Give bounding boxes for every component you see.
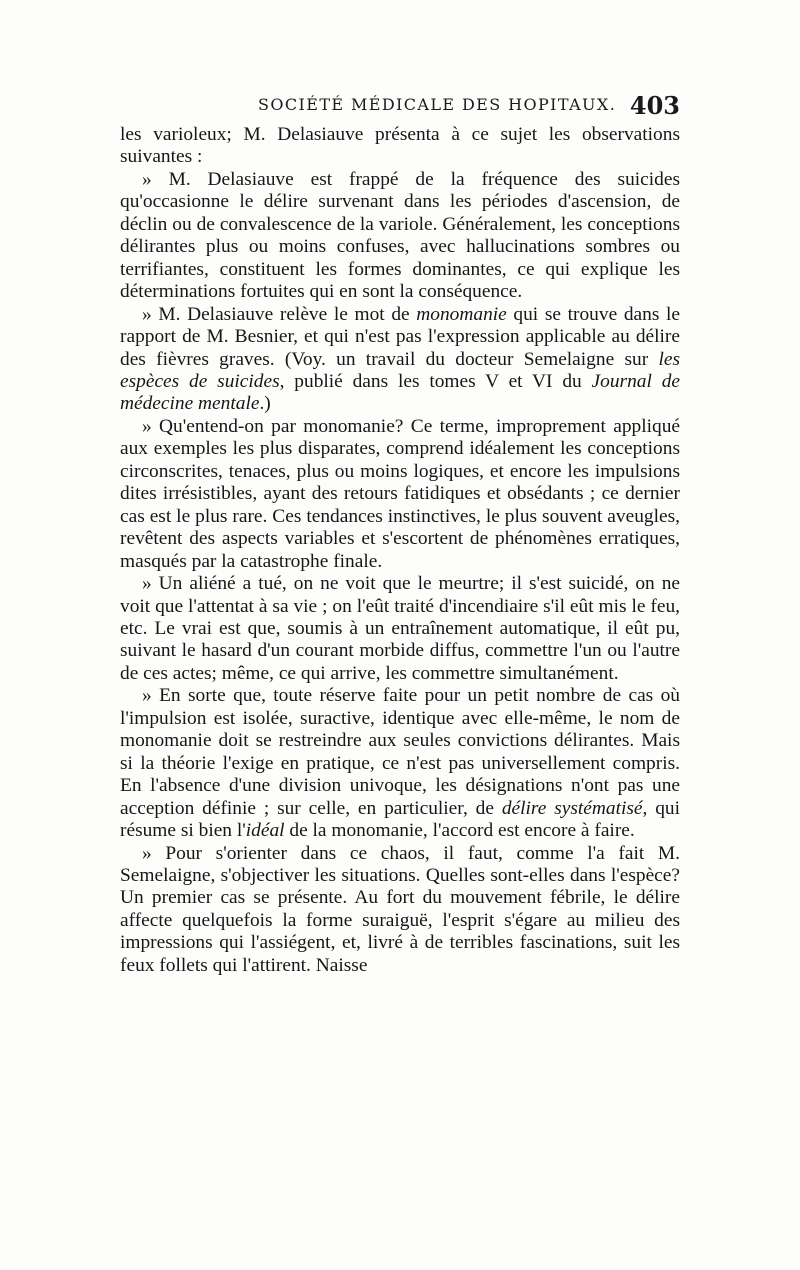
italic-journal-title: Journal de médecine mentale (120, 370, 680, 415)
paragraph-3-part: .) (259, 393, 271, 415)
paragraph-3-part: » M. Delasiauve relève le mot de (142, 303, 417, 325)
paragraph-6 (120, 685, 680, 842)
italic-term: monomanie (416, 303, 507, 325)
paragraph-4: » Qu'entend-on par monomanie? Ce terme, improprement appliqué aux exemples les plus disparates, comprend idéalement les conceptions circonscrites, tenaces, plus ou moins logiques, et encore les impulsions dites irrésistibles, ayant des retours fatidiques et obsédants ; ce dernier cas est le plus rare. Ces tendances instinctives, le plus souvent aveugles, revêtent des aspects variables et s'escortent de phénomènes erratiques, masqués par la catastrophe finale. (120, 415, 680, 572)
running-head: SOCIÉTÉ MÉDICALE DES HOPITAUX. (258, 95, 617, 114)
paragraph-3 (120, 304, 680, 416)
paragraph-7: » Pour s'orienter dans ce chaos, il faut, comme l'a fait M. Semelaigne, s'objectiver les situations. Quelles sont-elles dans l'espèce? Un premier cas se présente. Au fort du mouvement fébrile, le délire affecte quelquefois la forme suraiguë, l'esprit s'égare au milieu des impressions qui l'assiégent, et, livré à de terribles fascinations, suit les feux follets qui l'attirent. Naisse (120, 842, 680, 976)
italic-title: les espèces de suicides (120, 348, 680, 392)
paragraph-6-part: , qui résume si bien l' (120, 797, 680, 842)
italic-term: idéal (245, 820, 285, 842)
body-text (120, 124, 680, 977)
paragraph-5: » Un aliéné a tué, on ne voit que le meurtre; il s'est suicidé, on ne voit que l'attentat à sa vie ; on l'eût traité d'incendiaire s'il eût mis le feu, etc. Le vrai est que, soumis à un entraînement automatique, il eût pu, suivant le hasard d'un courant morbide diffus, commettre l'un ou l'autre de ces actes; même, ce qui arrive, les commettre simultanément. (120, 573, 680, 684)
italic-term: délire systématisé (501, 797, 643, 819)
paragraph-6-part: de la monomanie, l'accord est encore à faire. (284, 820, 635, 842)
paragraph-3-part: qui se trouve dans le rapport de M. Besnier, et qui n'est pas l'expression applicable au délire des fièvres graves. (Voy. un travail du docteur Semelaigne sur (120, 303, 680, 370)
paragraph-6-part: » En sorte que, toute réserve faite pour un petit nombre de cas où l'impulsion est isolée, suractive, identique avec elle-même, le nom de monomanie doit se restreindre aux seules convictions délirantes. Mais si la théorie l'exige en pratique, ce n'est pas universellement compris. En l'absence d'une division univoque, les désignations n'ont pas une acception définie ; sur celle, en particulier, de (120, 685, 680, 819)
paragraph-1: les varioleux; M. Delasiauve présenta à ce sujet les observations suivantes : (120, 124, 680, 168)
page-number: 403 (629, 91, 680, 120)
page-header (120, 93, 680, 121)
paragraph-3-part: , publié dans les tomes V et VI du (279, 370, 592, 392)
paragraph-2: » M. Delasiauve est frappé de la fréquence des suicides qu'occasionne le délire survenant dans les périodes d'ascension, de déclin ou de convalescence de la variole. Généralement, les conceptions délirantes plus ou moins confuses, avec hallucinations sombres ou terrifiantes, constituent les formes dominantes, ce qui explique les déterminations fortuites qui en sont la conséquence. (120, 168, 680, 303)
